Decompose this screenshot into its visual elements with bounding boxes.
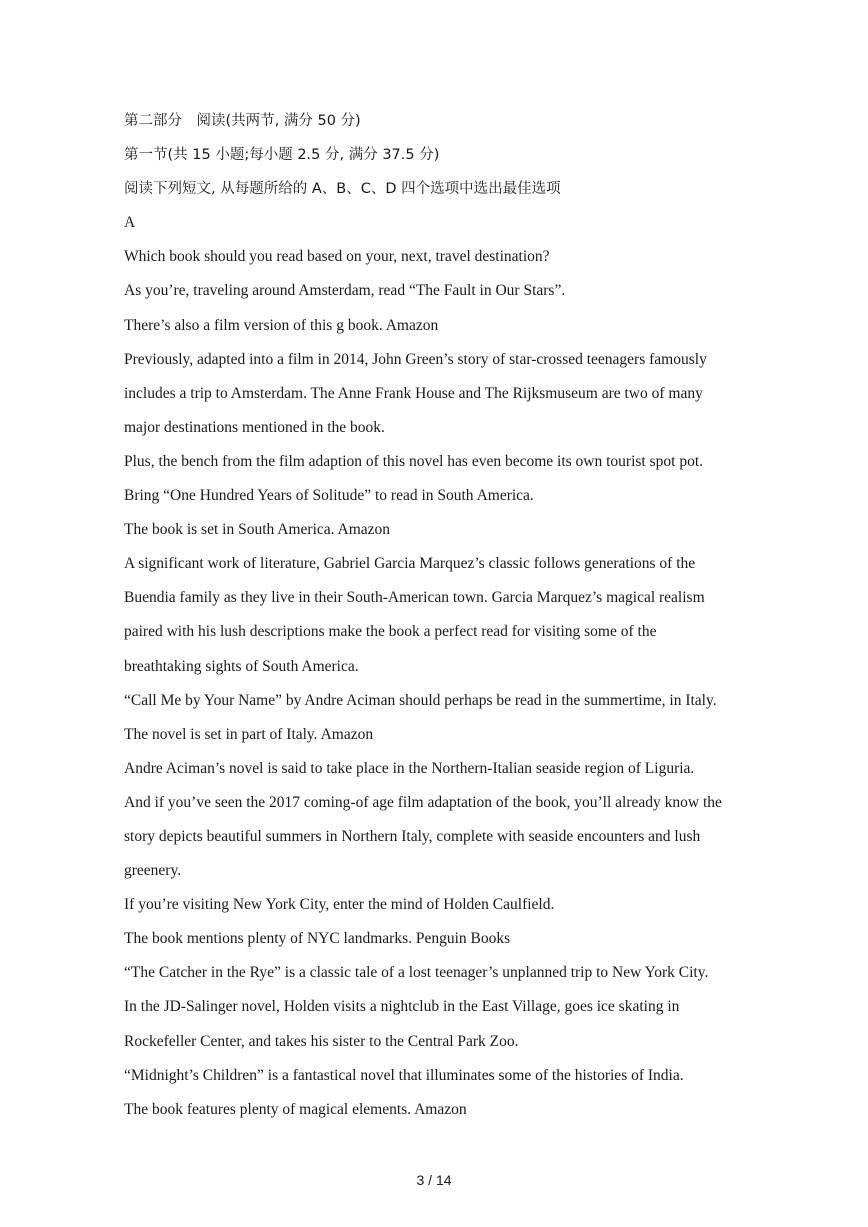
text-line: “Midnight’s Children” is a fantastical novel that illuminates some of the histories of India.: [124, 1066, 684, 1084]
text-line: And if you’ve seen the 2017 coming-of age film adaptation of the book, you’ll already know the: [124, 793, 722, 811]
page-content: [124, 109, 754, 1132]
text-line: “Call Me by Your Name” by Andre Aciman should perhaps be read in the summertime, in Italy.: [124, 691, 717, 709]
text-line: Plus, the bench from the film adaption of this novel has even become its own tourist spot pot.: [124, 452, 704, 470]
section-title: 第一节(共 15 小题;每小题 2.5 分, 满分 37.5 分): [124, 147, 440, 164]
page-number: 3 / 14: [416, 1172, 452, 1188]
text-line: There’s also a film version of this g book. Amazon: [124, 316, 439, 334]
text-line: breathtaking sights of South America.: [124, 657, 359, 675]
text-line: The book mentions plenty of NYC landmarks. Penguin Books: [124, 930, 511, 948]
text-line: “The Catcher in the Rye” is a classic tale of a lost teenager’s unplanned trip to New York City.: [124, 964, 709, 982]
text-line: The book is set in South America. Amazon: [124, 521, 391, 539]
text-line: The book features plenty of magical elements. Amazon: [124, 1100, 467, 1118]
text-line: The novel is set in part of Italy. Amazon: [124, 725, 374, 743]
instructions: 阅读下列短文, 从每题所给的 A、B、C、D 四个选项中选出最佳选项: [124, 181, 561, 198]
text-line: Rockefeller Center, and takes his sister to the Central Park Zoo.: [124, 1032, 519, 1050]
text-line: story depicts beautiful summers in Northern Italy, complete with seaside encounters and lush: [124, 827, 701, 845]
text-line: greenery.: [124, 862, 182, 880]
text-line: Which book should you read based on your, next, travel destination?: [124, 248, 550, 266]
text-line: A significant work of literature, Gabriel Garcia Marquez’s classic follows generations of the: [124, 555, 696, 573]
text-line: major destinations mentioned in the book.: [124, 418, 385, 436]
text-line: If you’re visiting New York City, enter the mind of Holden Caulfield.: [124, 896, 555, 914]
text-line: In the JD-Salinger novel, Holden visits a nightclub in the East Village, goes ice skating in: [124, 998, 680, 1016]
passage-body: [124, 245, 754, 1131]
text-line: Andre Aciman’s novel is said to take place in the Northern-Italian seaside region of Liguria.: [124, 759, 695, 777]
passage-letter: A: [124, 214, 136, 232]
part-title: 第二部分 阅读(共两节, 满分 50 分): [124, 113, 361, 129]
text-line: Previously, adapted into a film in 2014, John Green’s story of star-crossed teenagers famously: [124, 350, 707, 368]
text-line: paired with his lush descriptions make the book a perfect read for visiting some of the: [124, 623, 657, 641]
text-line: Bring “One Hundred Years of Solitude” to read in South America.: [124, 487, 534, 505]
text-line: As you’re, traveling around Amsterdam, read “The Fault in Our Stars”.: [124, 282, 566, 300]
text-line: Buendia family as they live in their South-American town. Garcia Marquez’s magical realism: [124, 589, 705, 607]
text-line: includes a trip to Amsterdam. The Anne Frank House and The Rijksmuseum are two of many: [124, 384, 703, 402]
